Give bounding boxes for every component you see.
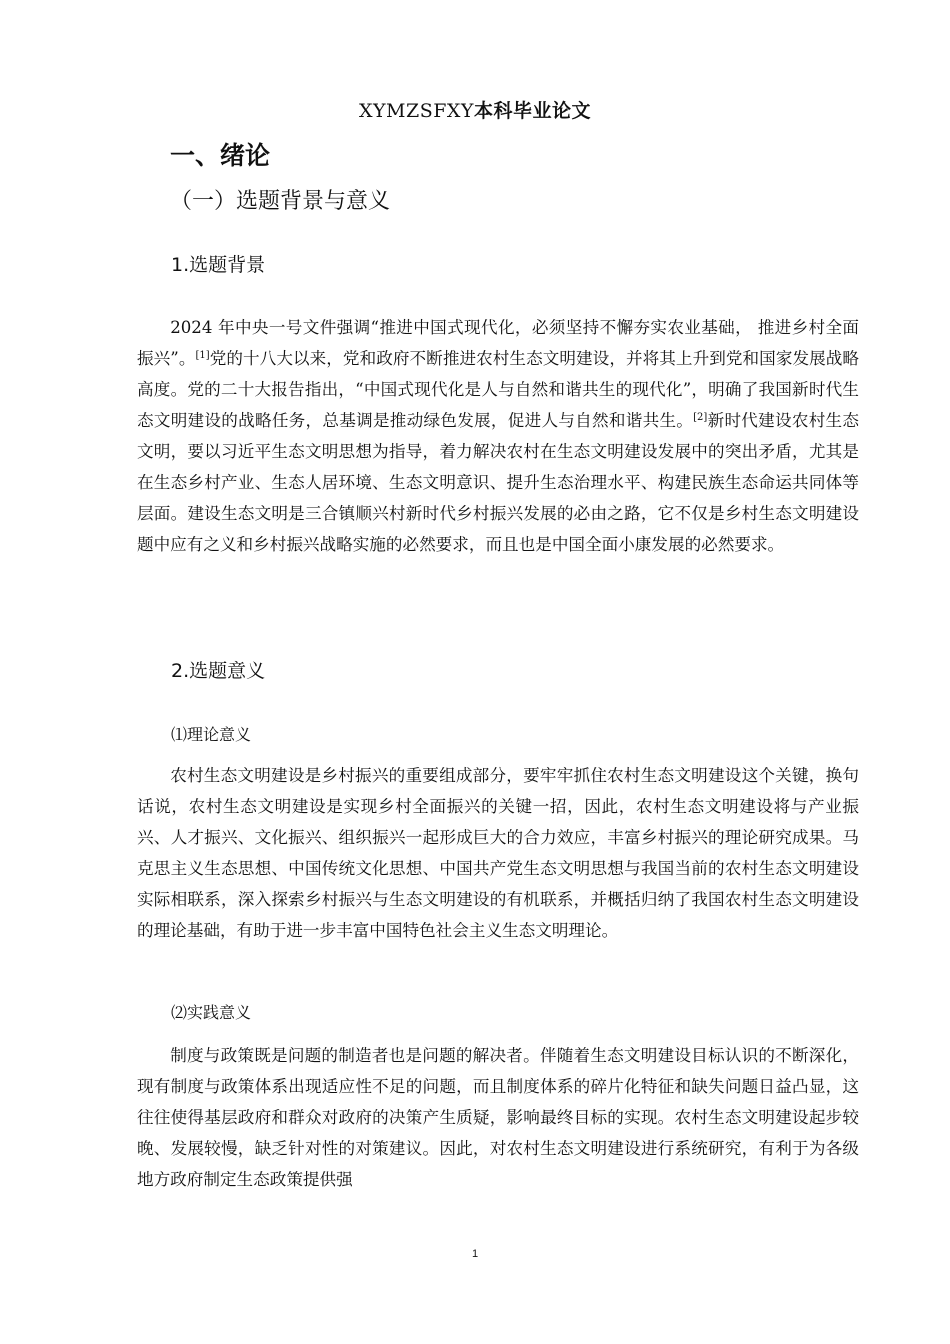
practice-significance-title: ⑵实践意义 — [171, 1003, 252, 1022]
background-paragraph — [137, 312, 859, 560]
practice-significance-paragraph: 制度与政策既是问题的制造者也是问题的解决者。伴随着生态文明建设目标认识的不断深化，现有制度与政策体系出现适应性不足的问题，而且制度体系的碎片化特征和缺失问题日益凸显，这往往使得基层政府和群众对政府的决策产生质疑，影响最终目标的实现。农村生态文明建设起步较晚、发展较慢，缺乏针对性的对策建议。因此，对农村生态文明建设进行系统研究，有利于为各级地方政府制定生态政策提供强 — [137, 1046, 859, 1189]
header-suffix: 本科毕业论文 — [473, 100, 591, 122]
theory-significance-paragraph: 农村生态文明建设是乡村振兴的重要组成部分，要牢牢抓住农村生态文明建设这个关键，换句话说，农村生态文明建设是实现乡村全面振兴的关键一招，因此，农村生态文明建设将与产业振兴、人才振兴、文化振兴、组织振兴一起形成巨大的合力效应，丰富乡村振兴的理论研究成果。马克思主义生态思想、中国传统文化思想、中国共产党生态文明思想与我国当前的农村生态文明建设实际相联系，深入探索乡村振兴与生态文明建设的有机联系，并概括归纳了我国农村生态文明建设的理论基础，有助于进一步丰富中国特色社会主义生态文明理论。 — [137, 766, 859, 940]
page-header — [0, 96, 950, 123]
background-text-part2: 党的十八大以来，党和政府不断推进农村生态文明建设，并将其上升到党和国家发展战略高度。党的二十大报告指出，“中国式现代化是人与自然和谐共生的现代化”，明确了我国新时代生态文明建设的战略任务，总基调是推动绿色发展，促进人与自然和谐共生。 — [137, 349, 860, 430]
header-code: XYMZSFXY — [358, 100, 474, 122]
page-number: 1 — [471, 1248, 479, 1260]
theory-significance-title: ⑴理论意义 — [171, 725, 252, 744]
citation-1: [1] — [195, 350, 210, 361]
subsection-title-significance: 2.选题意义 — [171, 660, 266, 682]
chapter-title: 一、绪论 — [170, 141, 271, 170]
background-text-part1: 2024 年中央一号文件强调“推进中国式现代化，必须坚持不懈夯实农业基础， 推进乡村全面振兴”。 — [137, 318, 859, 368]
subsection-title-background: 1.选题背景 — [171, 254, 266, 276]
background-text-part3: 新时代建设农村生态文明，要以习近平生态文明思想为指导，着力解决农村在生态文明建设发展中的突出矛盾，尤其是在生态乡村产业、生态人居环境、生态文明意识、提升生态治理水平、构建民族生态命运共同体等层面。建设生态文明是三合镇顺兴村新时代乡村振兴发展的必由之路，它不仅是乡村生态文明建设题中应有之义和乡村振兴战略实施的必然要求，而且也是中国全面小康发展的必然要求。 — [137, 411, 860, 554]
citation-2: [2] — [693, 412, 708, 423]
section-title: （一）选题背景与意义 — [170, 189, 391, 214]
